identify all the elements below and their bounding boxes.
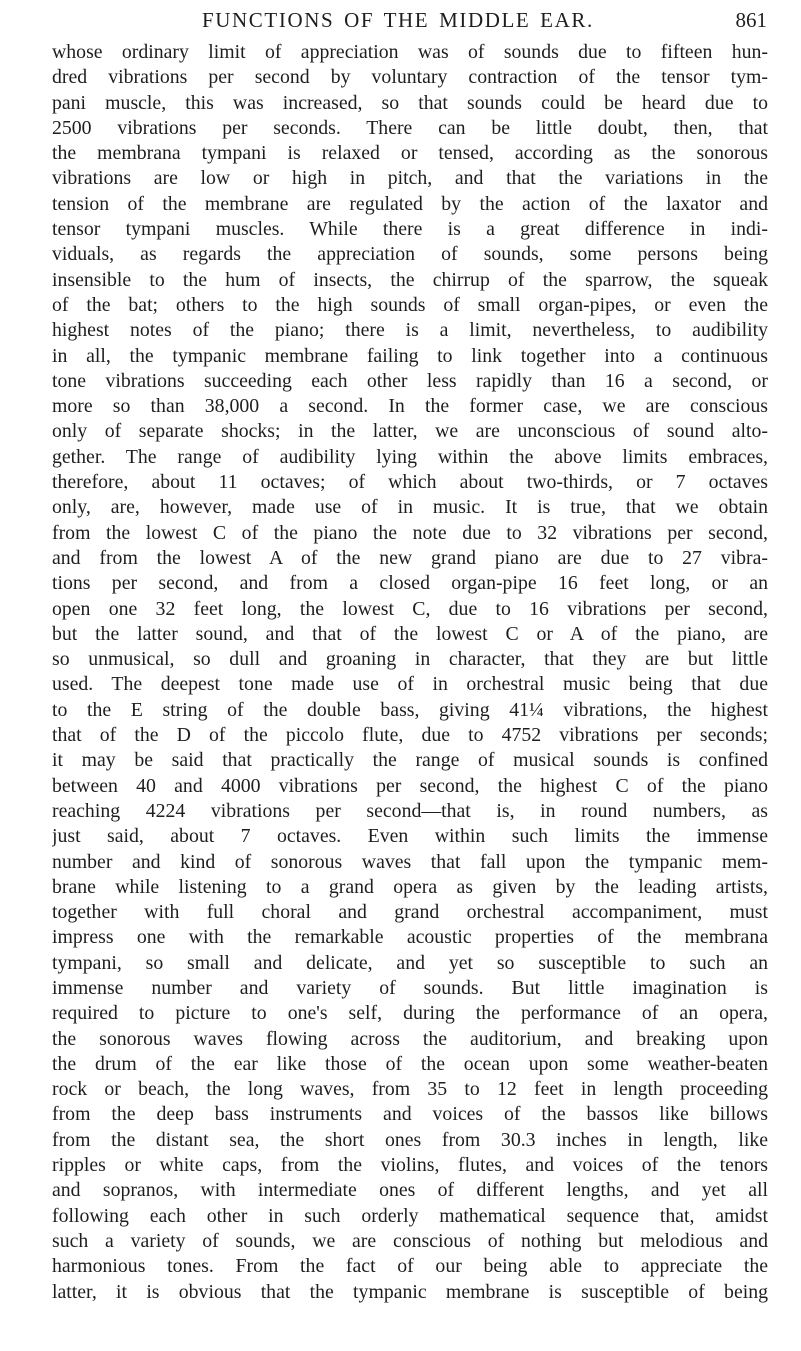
text-line: insensible to the hum of insects, the chirrup of the sparrow, the squeak — [52, 268, 768, 291]
text-line: so unmusical, so dull and groaning in character, that they are but little — [52, 648, 768, 671]
text-line: to the E string of the double bass, giving 41¼ vibrations, the highest — [52, 698, 768, 721]
text-line: brane while listening to a grand opera as given by the leading artists, — [52, 875, 768, 898]
text-line: vibrations are low or high in pitch, and that the variations in the — [52, 167, 768, 190]
text-line: only, are, however, made use of in music. It is true, that we obtain — [52, 496, 768, 519]
text-line: ripples or white caps, from the violins, flutes, and voices of the tenors — [52, 1154, 768, 1177]
text-line: together with full choral and grand orchestral accompaniment, must — [52, 901, 768, 924]
text-line: reaching 4224 vibrations per second—that is, in round numbers, as — [52, 799, 768, 822]
text-line: immense number and variety of sounds. But little imagination is — [52, 976, 768, 999]
text-line: but the latter sound, and that of the lowest C or A of the piano, are — [52, 622, 768, 645]
text-line: between 40 and 4000 vibrations per second, the highest C of the piano — [52, 774, 768, 797]
text-line: therefore, about 11 octaves; of which about two-thirds, or 7 octaves — [52, 471, 768, 494]
text-line: required to picture to one's self, during the performance of an opera, — [52, 1002, 768, 1025]
text-line: the drum of the ear like those of the ocean upon some weather-beaten — [52, 1052, 768, 1075]
text-line: dred vibrations per second by voluntary contraction of the tensor tym- — [52, 66, 768, 89]
text-line: whose ordinary limit of appreciation was of sounds due to fifteen hun- — [52, 41, 768, 63]
running-header — [52, 8, 767, 36]
text-line: more so than 38,000 a second. In the former case, we are conscious — [52, 395, 768, 418]
text-line: 2500 vibrations per seconds. There can be little doubt, then, that — [52, 116, 768, 139]
text-line: and from the lowest A of the new grand piano are due to 27 vibra- — [52, 546, 768, 569]
text-line: just said, about 7 octaves. Even within such limits the immense — [52, 825, 768, 848]
text-line: of the bat; others to the high sounds of small organ-pipes, or even the — [52, 293, 768, 316]
text-line: only of separate shocks; in the latter, we are unconscious of sound alto- — [52, 420, 768, 443]
text-line: from the lowest C of the piano the note due to 32 vibrations per second, — [52, 521, 768, 544]
text-line: latter, it is obvious that the tympanic membrane is susceptible of being — [52, 1280, 768, 1303]
text-line: it may be said that practically the range of musical sounds is confined — [52, 749, 768, 772]
text-line: rock or beach, the long waves, from 35 to 12 feet in length proceeding — [52, 1078, 768, 1101]
text-line: impress one with the remarkable acoustic properties of the membrana — [52, 926, 768, 949]
text-line: that of the D of the piccolo flute, due to 4752 vibrations per seconds; — [52, 724, 768, 747]
text-line: in all, the tympanic membrane failing to link together into a continuous — [52, 344, 768, 367]
text-line: following each other in such orderly mathematical sequence that, amidst — [52, 1204, 768, 1227]
text-line: from the deep bass instruments and voices of the bassos like billows — [52, 1103, 768, 1126]
text-line: the membrana tympani is relaxed or tensed, according as the sonorous — [52, 142, 768, 165]
text-line: open one 32 feet long, the lowest C, due to 16 vibrations per second, — [52, 597, 768, 620]
text-line: such a variety of sounds, we are conscious of nothing but melodious and — [52, 1229, 768, 1252]
text-line: gether. The range of audibility lying within the above limits embraces, — [52, 445, 768, 468]
text-line: tone vibrations succeeding each other less rapidly than 16 a second, or — [52, 369, 768, 392]
page-number: 861 — [735, 8, 767, 32]
text-line: tension of the membrane are regulated by the action of the laxator and — [52, 192, 768, 215]
text-line: tympani, so small and delicate, and yet so susceptible to such an — [52, 951, 768, 974]
text-line: number and kind of sonorous waves that fall upon the tympanic mem- — [52, 850, 768, 873]
text-line: highest notes of the piano; there is a limit, nevertheless, to audibility — [52, 319, 768, 342]
text-line: used. The deepest tone made use of in orchestral music being that due — [52, 673, 768, 696]
text-line: viduals, as regards the appreciation of sounds, some persons being — [52, 243, 768, 266]
body-paragraph — [52, 40, 768, 1305]
text-line: harmonious tones. From the fact of our being able to appreciate the — [52, 1255, 768, 1278]
text-line: the sonorous waves flowing across the auditorium, and breaking upon — [52, 1027, 768, 1050]
text-line: and sopranos, with intermediate ones of different lengths, and yet all — [52, 1179, 768, 1202]
text-line: tions per second, and from a closed organ-pipe 16 feet long, or an — [52, 572, 768, 595]
text-line: from the distant sea, the short ones from 30.3 inches in length, like — [52, 1128, 768, 1151]
text-line: pani muscle, this was increased, so that sounds could be heard due to — [52, 91, 768, 114]
chapter-title: FUNCTIONS OF THE MIDDLE EAR. — [202, 8, 594, 32]
text-line: tensor tympani muscles. While there is a great difference in indi- — [52, 218, 768, 241]
